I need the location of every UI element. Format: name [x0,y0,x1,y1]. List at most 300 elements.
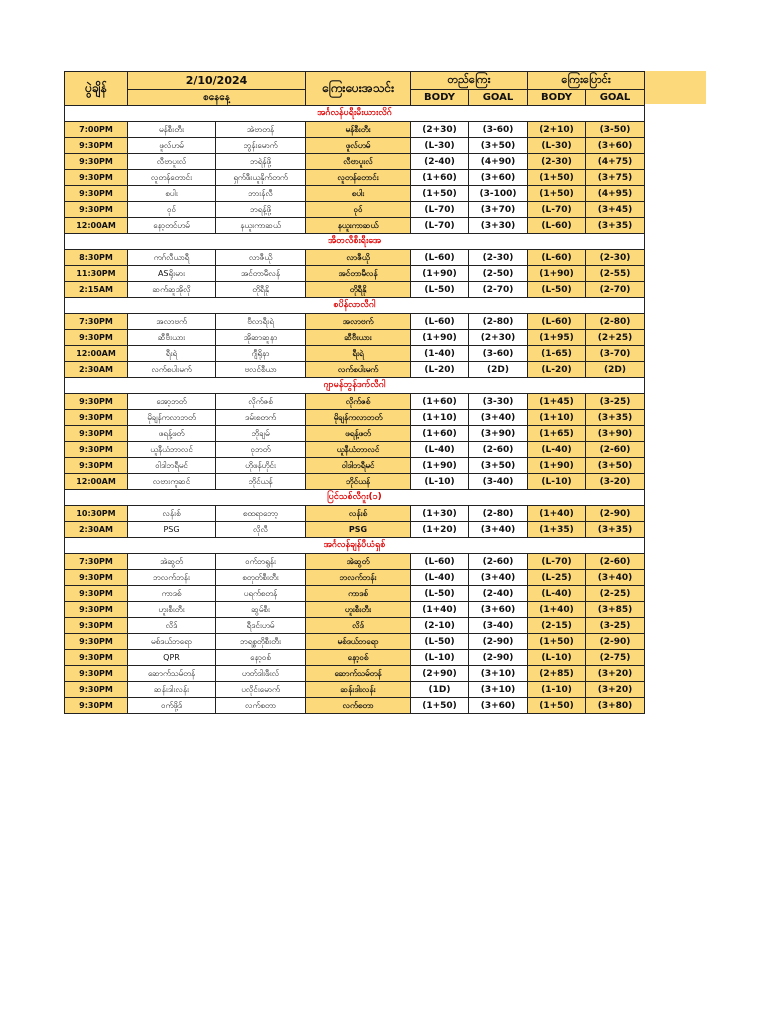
goal-open: (2-40) [469,586,528,602]
kickoff-time: 2:30AM [65,362,128,378]
favorite-team: ဆောက်သမ်တန် [306,666,411,682]
home-team: ရီးရဲ [128,346,216,362]
kickoff-time: 9:30PM [65,458,128,474]
favorite-team: ဘလက်ဘန်း [306,570,411,586]
goal-change: (3+50) [586,458,645,474]
goal-change: (2-55) [586,266,645,282]
league-section-row [65,490,645,506]
favorite-team: ဆန်းဒါးလန်း [306,682,411,698]
favorite-team: ဖရန့်ဖတ် [306,426,411,442]
body-change: (L-70) [528,554,586,570]
body-open: (L-40) [411,570,469,586]
home-team: ဆက်ဆူအိုလို [128,282,216,298]
goal-open: (3+30) [469,218,528,234]
body-change: (1+45) [528,394,586,410]
match-row [65,218,645,234]
away-team: ဆွမ်စီး [216,602,306,618]
goal-change: (3+35) [586,218,645,234]
body-change: (1+50) [528,186,586,202]
goal-change: (3+35) [586,410,645,426]
match-row [65,314,645,330]
match-row [65,346,645,362]
match-row [65,474,645,490]
favorite-team: ရီးရဲ [306,346,411,362]
header-body-open: BODY [411,90,469,106]
header-goal-change: GOAL [586,90,645,106]
body-open: (1+60) [411,170,469,186]
header-favorite-team: ကြေးပေးအသင်း [306,72,411,106]
body-change: (2-30) [528,154,586,170]
goal-change: (4+95) [586,186,645,202]
body-open: (1+90) [411,330,469,346]
favorite-team: လန်းစ် [306,506,411,522]
home-team: လက်စပါးမက် [128,362,216,378]
kickoff-time: 9:30PM [65,634,128,650]
home-team: ဆီဗီးယား [128,330,216,346]
goal-open: (3-30) [469,394,528,410]
body-change: (1+50) [528,698,586,714]
kickoff-time: 9:30PM [65,570,128,586]
match-row [65,170,645,186]
body-change: (L-30) [528,138,586,154]
goal-open: (2-80) [469,506,528,522]
body-open: (1+50) [411,698,469,714]
favorite-team: မန်စီးတီး [306,122,411,138]
kickoff-time: 7:30PM [65,554,128,570]
body-open: (L-50) [411,634,469,650]
away-team: လက်စတာ [216,698,306,714]
goal-change: (2-75) [586,650,645,666]
match-row [65,426,645,442]
league-title: အင်္ဂလန်ချန်ပီယံရှစ် [65,538,645,554]
goal-change: (3+40) [586,570,645,586]
body-open: (L-60) [411,250,469,266]
match-row [65,650,645,666]
away-team: ဟတ်ဒါးဖီးလ် [216,666,306,682]
home-team: ဖရန့်ဖတ် [128,426,216,442]
home-team: PSG [128,522,216,538]
kickoff-time: 7:30PM [65,314,128,330]
home-team: ဆောက်သမ်တန် [128,666,216,682]
match-row [65,394,645,410]
goal-change: (2-25) [586,586,645,602]
goal-change: (2D) [586,362,645,378]
favorite-team: လက်စတာ [306,698,411,714]
home-team: နော့တင်ဟမ် [128,218,216,234]
home-team: ဝါဒါဘရီမင် [128,458,216,474]
body-change: (1+40) [528,602,586,618]
body-open: (1+10) [411,410,469,426]
away-team: ဘရန့်ဖို့ [216,202,306,218]
home-team: ဘလက်ဘန်း [128,570,216,586]
body-change: (1-65) [528,346,586,362]
body-change: (L-60) [528,250,586,266]
goal-open: (3+10) [469,666,528,682]
home-team: အော့ဘတ် [128,394,216,410]
body-open: (L-50) [411,282,469,298]
away-team: ဝက်ဘရွန်း [216,554,306,570]
league-title: ဂျာမန်ဘွန်ဒက်လီဂါ [65,378,645,394]
goal-change: (3-25) [586,618,645,634]
home-team: ASရိုးမား [128,266,216,282]
favorite-team: ဖူလ်ဟမ် [306,138,411,154]
away-team: စထရာဘော့ [216,506,306,522]
body-change: (L-20) [528,362,586,378]
away-team: ဘွန်းမောက် [216,138,306,154]
goal-open: (3-60) [469,122,528,138]
goal-change: (2+25) [586,330,645,346]
league-title: စပိန်လာလီဂါ [65,298,645,314]
home-team: လန်းစ် [128,506,216,522]
body-change: (1+50) [528,634,586,650]
goal-open: (2-30) [469,250,528,266]
body-change: (2-15) [528,618,586,634]
home-team: ဝက်ဖို့ဒ် [128,698,216,714]
goal-change: (3-25) [586,394,645,410]
body-open: (1+20) [411,522,469,538]
goal-change: (2-90) [586,634,645,650]
away-team: ဟိုဖန်ဟိုင်း [216,458,306,474]
away-team: အိုဆာဆူနာ [216,330,306,346]
goal-open: (3-60) [469,346,528,362]
goal-change: (3-20) [586,474,645,490]
home-team: လိဒ် [128,618,216,634]
kickoff-time: 9:30PM [65,442,128,458]
favorite-team: အဲဆွတ် [306,554,411,570]
home-team: လူတန်တောင်း [128,170,216,186]
goal-change: (3+20) [586,682,645,698]
away-team: ဗီလာရီးရဲ [216,314,306,330]
away-team: ဘားန်လီ [216,186,306,202]
match-row [65,250,645,266]
body-change: (1+35) [528,522,586,538]
home-team: ကဂ်လီယာရီ [128,250,216,266]
away-team: လိုလီ [216,522,306,538]
away-team: လိုက်ဇစ် [216,394,306,410]
goal-change: (3+85) [586,602,645,618]
match-row [65,186,645,202]
match-row [65,554,645,570]
away-team: ဘိုင်ယန် [216,474,306,490]
match-row [65,266,645,282]
body-open: (1+90) [411,458,469,474]
body-change: (1+90) [528,266,586,282]
home-team: ဟူးစီးတီး [128,602,216,618]
kickoff-time: 12:00AM [65,218,128,234]
away-team: တိုရီနို [216,282,306,298]
favorite-team: ဘိုင်ယန် [306,474,411,490]
favorite-team: လိဒ် [306,618,411,634]
match-row [65,138,645,154]
body-open: (1+60) [411,426,469,442]
body-change: (L-25) [528,570,586,586]
body-open: (2-40) [411,154,469,170]
home-team: ဝုဝ် [128,202,216,218]
goal-change: (2-70) [586,282,645,298]
kickoff-time: 9:30PM [65,682,128,698]
away-team: ဗလင်စီယာ [216,362,306,378]
body-open: (L-40) [411,442,469,458]
goal-change: (3-70) [586,346,645,362]
league-section-row [65,298,645,314]
kickoff-time: 9:30PM [65,138,128,154]
kickoff-time: 7:00PM [65,122,128,138]
body-change: (L-10) [528,650,586,666]
favorite-team: နယူးကာဆယ် [306,218,411,234]
match-row [65,570,645,586]
kickoff-time: 2:30AM [65,522,128,538]
favorite-team: အင်တာမီလန် [306,266,411,282]
goal-open: (3+70) [469,202,528,218]
kickoff-time: 10:30PM [65,506,128,522]
kickoff-time: 9:30PM [65,618,128,634]
body-change: (1+65) [528,426,586,442]
home-team: လီဗာပူးလ် [128,154,216,170]
away-team: ဂျီရိုနာ [216,346,306,362]
kickoff-time: 9:30PM [65,650,128,666]
favorite-team: ဝါဒါဘရီမင် [306,458,411,474]
header-fill-extension [645,71,706,104]
away-team: ရှက်ဖီးယူနိုက်တက် [216,170,306,186]
body-open: (1+50) [411,186,469,202]
league-title: အီတလီစီးရီးအေ [65,234,645,250]
body-open: (L-60) [411,314,469,330]
favorite-team: ကာဒစ် [306,586,411,602]
away-team: လာဇီယို [216,250,306,266]
goal-open: (2-90) [469,634,528,650]
goal-open: (2-70) [469,282,528,298]
match-row [65,586,645,602]
goal-change: (3+45) [586,202,645,218]
home-team: ဖူလ်ဟမ် [128,138,216,154]
kickoff-time: 9:30PM [65,410,128,426]
match-row [65,698,645,714]
body-change: (L-10) [528,474,586,490]
home-team: ယူနီယံဘာလင် [128,442,216,458]
favorite-team: လီဗာပူးလ် [306,154,411,170]
league-section-row [65,106,645,122]
goal-open: (3+10) [469,682,528,698]
goal-open: (2-50) [469,266,528,282]
body-open: (L-70) [411,218,469,234]
match-row [65,682,645,698]
body-open: (2-10) [411,618,469,634]
away-team: ရီဒင်းဟမ် [216,618,306,634]
body-change: (1+50) [528,170,586,186]
away-team: ဘရဲန်ဖို့ [216,154,306,170]
match-row [65,330,645,346]
body-change: (L-70) [528,202,586,218]
body-change: (1+95) [528,330,586,346]
goal-open: (3+40) [469,410,528,426]
body-open: (1D) [411,682,469,698]
body-change: (2+85) [528,666,586,682]
favorite-team: တိုရီနို [306,282,411,298]
body-open: (L-50) [411,586,469,602]
goal-open: (2+30) [469,330,528,346]
body-open: (1+60) [411,394,469,410]
away-team: ဘိုချမ် [216,426,306,442]
home-team: လဗားကူဆင် [128,474,216,490]
goal-open: (2-60) [469,554,528,570]
match-row [65,634,645,650]
away-team: စတုတ်စီးတီး [216,570,306,586]
body-change: (L-40) [528,586,586,602]
favorite-team: ဆီဗီးယား [306,330,411,346]
away-team: နော့ဝစ် [216,650,306,666]
away-team: ပလိုင်းမောက် [216,682,306,698]
goal-open: (3+50) [469,458,528,474]
kickoff-time: 8:30PM [65,250,128,266]
away-team: ဝုဘတ် [216,442,306,458]
home-team: QPR [128,650,216,666]
favorite-team: မစ်ဒယ်ဘရော [306,634,411,650]
body-open: (L-60) [411,554,469,570]
match-row [65,602,645,618]
favorite-team: ယူနီယံဘာလင် [306,442,411,458]
kickoff-time: 9:30PM [65,202,128,218]
body-change: (L-40) [528,442,586,458]
body-open: (L-70) [411,202,469,218]
goal-change: (3-50) [586,122,645,138]
header-goal-open: GOAL [469,90,528,106]
goal-open: (2D) [469,362,528,378]
league-title: အင်္ဂလန်ပရီးမီးယားလိဂ် [65,106,645,122]
match-row [65,282,645,298]
goal-change: (2-30) [586,250,645,266]
goal-open: (3+40) [469,522,528,538]
favorite-team: PSG [306,522,411,538]
match-row [65,506,645,522]
away-team: ဘရစ္စတိုစီးတီး [216,634,306,650]
away-team: ပရက်စတန် [216,586,306,602]
body-open: (1+40) [411,602,469,618]
favorite-team: ဝုဝ် [306,202,411,218]
body-open: (1+90) [411,266,469,282]
away-team: ဒမ်းစတက် [216,410,306,426]
body-change: (2+10) [528,122,586,138]
header-changed-odds: ကြေးပြောင်း [528,72,645,90]
header-opening-odds: တည်ကြေး [411,72,528,90]
goal-change: (4+75) [586,154,645,170]
body-open: (2+30) [411,122,469,138]
odds-sheet [64,71,645,714]
body-open: (2+90) [411,666,469,682]
body-open: (L-20) [411,362,469,378]
goal-open: (3+50) [469,138,528,154]
kickoff-time: 9:30PM [65,170,128,186]
home-team: မန်စီးတီး [128,122,216,138]
home-team: မစ်ဒယ်ဘရော [128,634,216,650]
match-row [65,122,645,138]
league-section-row [65,378,645,394]
body-change: (1-10) [528,682,586,698]
kickoff-time: 9:30PM [65,394,128,410]
favorite-team: မိုချန်ကလာဘတ် [306,410,411,426]
kickoff-time: 9:30PM [65,666,128,682]
kickoff-time: 9:30PM [65,698,128,714]
goal-open: (3+90) [469,426,528,442]
goal-open: (4+90) [469,154,528,170]
goal-open: (3-40) [469,474,528,490]
favorite-team: လာဇီယို [306,250,411,266]
favorite-team: လိုက်ဇစ် [306,394,411,410]
kickoff-time: 9:30PM [65,586,128,602]
league-section-row [65,538,645,554]
kickoff-time: 9:30PM [65,602,128,618]
body-change: (L-60) [528,314,586,330]
goal-open: (2-80) [469,314,528,330]
kickoff-time: 11:30PM [65,266,128,282]
goal-change: (3+90) [586,426,645,442]
body-open: (L-30) [411,138,469,154]
favorite-team: လူတန်တောင်း [306,170,411,186]
home-team: ဆန်းဒါးလန်း [128,682,216,698]
kickoff-time: 9:30PM [65,186,128,202]
body-change: (1+10) [528,410,586,426]
body-change: (1+90) [528,458,586,474]
goal-change: (3+20) [586,666,645,682]
body-change: (L-60) [528,218,586,234]
away-team: နယူးကာဆယ် [216,218,306,234]
away-team: အင်တာမီလန် [216,266,306,282]
match-row [65,202,645,218]
goal-change: (3+35) [586,522,645,538]
favorite-team: လက်စပါးမက် [306,362,411,378]
goal-change: (2-90) [586,506,645,522]
goal-open: (3-100) [469,186,528,202]
body-open: (L-10) [411,650,469,666]
kickoff-time: 12:00AM [65,474,128,490]
home-team: ကာဒစ် [128,586,216,602]
home-team: စပါး [128,186,216,202]
match-row [65,442,645,458]
kickoff-time: 9:30PM [65,330,128,346]
favorite-team: စပါး [306,186,411,202]
league-title: ပြင်သစ်လီဂူး(၁) [65,490,645,506]
goal-open: (2-60) [469,442,528,458]
match-row [65,410,645,426]
header-time: ပွဲချိန် [65,72,128,106]
home-team: မိုချန်ကလာဘတ် [128,410,216,426]
header-date: 2/10/2024 [128,72,306,90]
match-row [65,666,645,682]
body-open: (1-40) [411,346,469,362]
match-row [65,362,645,378]
away-team: အဲဗာတန် [216,122,306,138]
home-team: အလာဗက် [128,314,216,330]
body-change: (1+40) [528,506,586,522]
goal-open: (3+60) [469,698,528,714]
favorite-team: ဟူးစီးတီး [306,602,411,618]
match-row [65,154,645,170]
match-row [65,522,645,538]
body-change: (L-50) [528,282,586,298]
goal-open: (3-40) [469,618,528,634]
goal-change: (3+80) [586,698,645,714]
body-open: (1+30) [411,506,469,522]
goal-change: (3+60) [586,138,645,154]
home-team: အဲဆွတ် [128,554,216,570]
goal-open: (3+40) [469,570,528,586]
goal-change: (3+75) [586,170,645,186]
goal-open: (2-90) [469,650,528,666]
match-row [65,618,645,634]
kickoff-time: 9:30PM [65,154,128,170]
header-body-change: BODY [528,90,586,106]
favorite-team: နော့ဝစ် [306,650,411,666]
kickoff-time: 2:15AM [65,282,128,298]
